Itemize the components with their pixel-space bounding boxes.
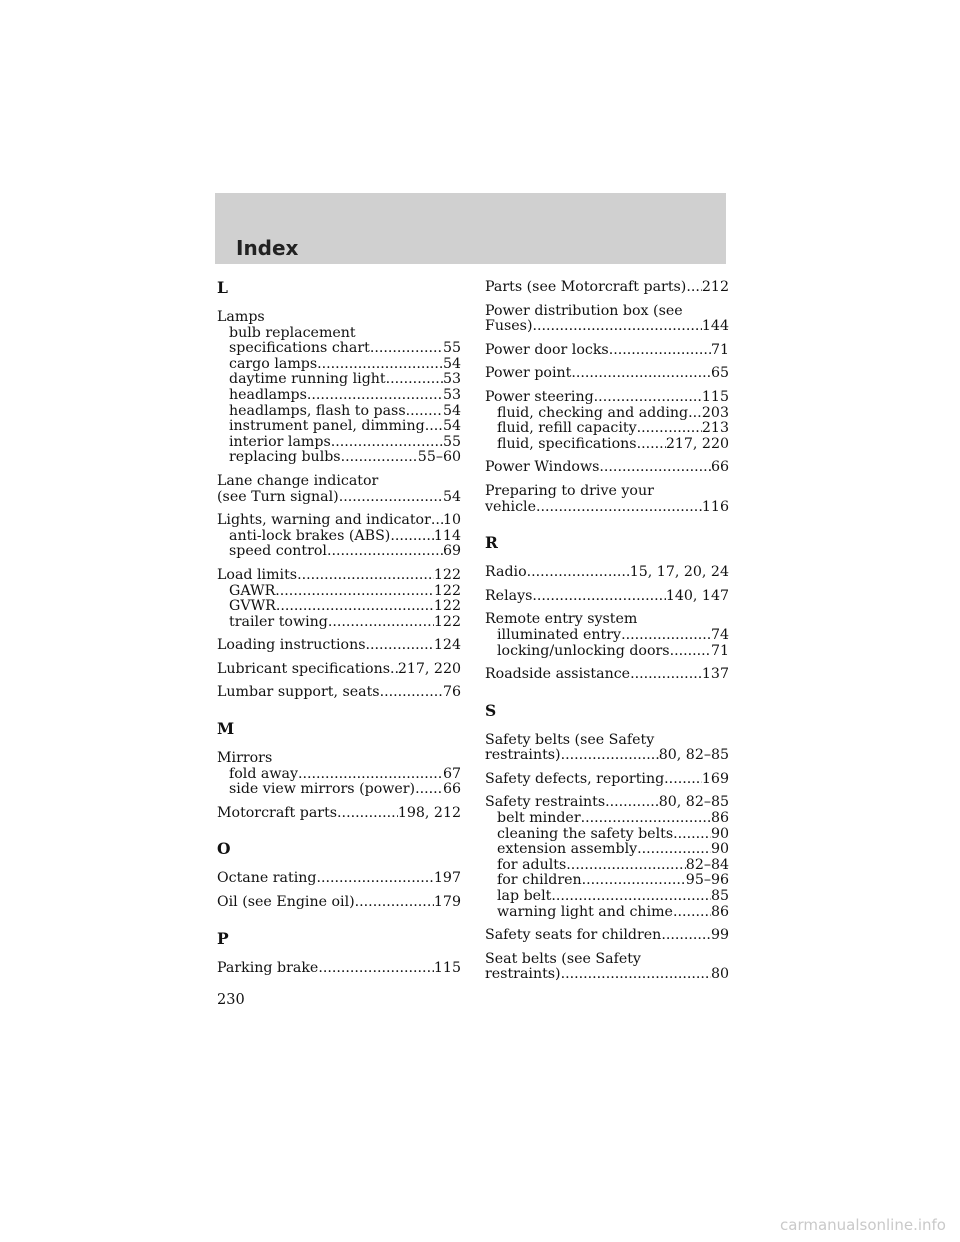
index-line [485,772,729,788]
dot-leader [275,584,434,600]
dot-leader [380,685,443,701]
page-ref: 95–96 [685,872,729,889]
dot-leader [551,889,711,905]
index-entry [217,513,461,560]
index-subentry [217,599,461,615]
entry-text: Loading instructions [217,637,366,654]
entry-text: vehicle [485,498,536,515]
index-subentry [217,404,461,420]
index-entry [217,685,461,701]
dot-leader [339,490,443,506]
page-ref: 66 [442,781,461,798]
index-line [485,484,729,500]
index-subentry [217,529,461,545]
page-ref: 90 [710,825,729,842]
watermark: carmanualsonline.info [780,1216,946,1234]
page-ref: 144 [701,318,729,335]
index-subentry [485,889,729,905]
index-letter-heading: R [485,533,498,553]
index-letter-heading: M [217,719,235,739]
index-subentry [217,326,461,342]
entry-text: Safety seats for children [485,927,662,944]
index-entry [485,952,729,983]
page-ref: 85 [710,888,729,905]
index-subentry [217,357,461,373]
entry-text: headlamps, flash to pass [229,402,406,419]
dot-leader [307,388,443,404]
page-title: Index [236,236,299,260]
entry-text: GVWR [229,598,276,615]
index-line [485,589,729,605]
entry-text: locking/unlocking doors [497,642,670,659]
index-entry [217,806,461,822]
entry-text: Safety defects, reporting [485,770,665,787]
index-line [485,733,729,749]
page-ref: 10 [442,512,461,529]
dot-leader [605,795,659,811]
entry-text: GAWR [229,582,276,599]
page-ref: 54 [442,418,461,435]
index-line [485,565,729,581]
entry-text: Lamps [217,309,265,325]
page-ref: 203 [701,404,729,421]
index-entry [217,474,461,505]
index-line [217,568,461,584]
entry-text: lap belt [497,888,552,905]
index-entry [217,961,461,977]
dot-leader [581,811,711,827]
dot-leader [566,858,686,874]
entry-text: for children [497,872,582,889]
entry-text: illuminated entry [497,626,622,643]
index-subentry [485,406,729,422]
index-entry [485,667,729,683]
page-ref: 82–84 [685,856,729,873]
dot-leader [317,357,443,373]
page-ref: 122 [433,566,461,583]
page-ref: 80, 82–85 [658,747,729,764]
index-entry [485,928,729,944]
entry-text: Parking brake [217,959,319,976]
entry-text: fold away [229,765,298,782]
page-ref: 53 [442,386,461,403]
index-subentry [217,419,461,435]
entry-text: fluid, checking and adding [497,404,689,421]
index-entry [485,390,729,452]
entry-text: Load limits [217,566,298,583]
entry-text: side view mirrors (power) [229,781,416,798]
index-entry [217,310,461,466]
dot-leader [637,421,702,437]
page-ref: 54 [442,355,461,372]
dot-leader [331,435,443,451]
index-subentry [485,421,729,437]
page-ref: 137 [701,666,729,683]
index-subentry [485,437,729,453]
dot-leader [328,615,434,631]
page-ref: 122 [433,598,461,615]
index-entry [485,565,729,581]
index-entry [485,795,729,920]
entry-text: Relays [485,587,533,604]
index-entry [485,304,729,335]
index-line [217,474,461,490]
entry-text: Radio [485,564,527,581]
index-line [217,662,461,678]
page-ref: 217, 220 [397,660,461,677]
entry-text: bulb replacement [229,324,356,341]
index-line [485,748,729,764]
page-ref: 86 [710,810,729,827]
index-line [217,513,461,529]
page-ref: 54 [442,402,461,419]
index-subentry [217,388,461,404]
dot-leader [366,638,434,654]
index-subentry [485,858,729,874]
dot-leader [621,628,711,644]
dot-leader [561,748,659,764]
dot-leader [390,662,398,678]
dot-leader [341,450,418,466]
page-ref: 115 [433,959,461,976]
index-subentry [217,782,461,798]
dot-leader [686,280,702,296]
entry-text: cleaning the safety belts [497,825,674,842]
index-entry [485,612,729,659]
entry-text: Oil (see Engine oil) [217,894,355,911]
entry-text: Fuses) [485,318,533,335]
entry-text: fluid, refill capacity [497,420,637,437]
index-entry [485,460,729,476]
entry-text: for adults [497,856,567,873]
entry-text: speed control [229,543,327,560]
index-subentry [217,435,461,451]
index-line [485,612,729,628]
entry-text: Lane change indicator [217,472,379,489]
entry-text: Power door locks [485,341,609,358]
entry-text: Power Windows [485,459,600,476]
index-line [217,895,461,911]
index-line [485,952,729,968]
entry-text: cargo lamps [229,355,318,372]
index-subentry [217,341,461,357]
dot-leader [670,644,711,660]
dot-leader [571,366,711,382]
entry-text: instrument panel, dimming [229,418,425,435]
dot-leader [276,599,434,615]
dot-leader [609,343,711,359]
index-entry [217,638,461,654]
page-number: 230 [217,992,245,1008]
index-line [485,366,729,382]
index-entry [217,662,461,678]
entry-text: trailer towing [229,613,328,630]
index-column-right [485,280,729,991]
page-ref: 179 [433,894,461,911]
page-ref: 66 [710,459,729,476]
page-ref: 53 [442,371,461,388]
entry-text: anti-lock brakes (ABS) [229,527,391,544]
dot-leader [594,390,702,406]
index-line [485,967,729,983]
dot-leader [431,513,443,529]
entry-text: Safety belts (see Safety [485,731,655,748]
index-subentry [217,615,461,631]
page-ref: 71 [710,341,729,358]
dot-leader [630,667,702,683]
page-ref: 15, 17, 20, 24 [629,564,729,581]
index-subentry [485,811,729,827]
entry-text: warning light and chime [497,903,673,920]
entry-text: daytime running light [229,371,386,388]
index-subentry [485,842,729,858]
entry-text: extension assembly [497,841,638,858]
index-line [217,310,461,326]
entry-text: Lumbar support, seats [217,684,380,701]
dot-leader [390,529,434,545]
index-entry [485,343,729,359]
entry-text: Safety restraints [485,794,606,811]
dot-leader [355,895,434,911]
entry-text: replacing bulbs [229,449,341,466]
index-subentry [217,372,461,388]
dot-leader [561,967,711,983]
dot-leader [673,905,711,921]
page-ref: 55 [442,340,461,357]
page-ref: 116 [701,498,729,515]
dot-leader [688,406,702,422]
index-line [485,390,729,406]
page-ref: 80, 82–85 [658,794,729,811]
dot-leader [532,319,701,335]
index-subentry [217,544,461,560]
entry-text: Motorcraft parts [217,804,338,821]
dot-leader [536,500,702,516]
index-subentry [217,767,461,783]
index-letter-heading: O [217,839,231,859]
index-letter-heading: P [217,928,229,948]
page-ref: 71 [710,642,729,659]
index-subentry [485,644,729,660]
index-line [485,667,729,683]
page-ref: 86 [710,903,729,920]
index-line [217,490,461,506]
entry-text: headlamps [229,386,307,403]
page-ref: 54 [442,488,461,505]
page-ref: 140, 147 [665,587,729,604]
dot-leader [297,568,434,584]
index-subentry [485,628,729,644]
index-subentry [485,827,729,843]
index-entry [217,871,461,887]
entry-text: restraints) [485,966,561,983]
entry-text: fluid, specifications [497,435,637,452]
index-entry [485,484,729,515]
index-line [217,961,461,977]
dot-leader [527,565,630,581]
page-ref: 76 [442,684,461,701]
page-ref: 74 [710,626,729,643]
dot-leader [327,544,443,560]
index-line [485,500,729,516]
entry-text: Power distribution box (see [485,302,683,319]
entry-text: Remote entry system [485,611,638,628]
dot-leader [318,961,434,977]
index-line [217,685,461,701]
index-line [217,638,461,654]
page-ref: 115 [701,388,729,405]
dot-leader [532,589,665,605]
page-ref: 55 [442,433,461,450]
index-entry [485,366,729,382]
index-line [485,343,729,359]
index-letter-heading: S [485,700,497,720]
index-line [217,806,461,822]
index-line [485,304,729,320]
page-ref: 124 [433,637,461,654]
entry-text: Mirrors [217,750,273,767]
entry-text: interior lamps [229,433,331,450]
dot-leader [599,460,711,476]
page-ref: 122 [433,613,461,630]
index-entry [485,772,729,788]
page-ref: 55–60 [417,449,461,466]
entry-text: Seat belts (see Safety [485,950,641,967]
dot-leader [386,372,443,388]
page-ref: 217, 220 [665,435,729,452]
index-line [217,751,461,767]
page-ref: 65 [710,365,729,382]
page-ref: 198, 212 [397,804,461,821]
page-ref: 197 [433,870,461,887]
entry-text: Lubricant specifications [217,660,391,677]
dot-leader [298,767,443,783]
index-line [485,280,729,296]
index-column-left [217,280,461,984]
entry-text: restraints) [485,747,561,764]
index-entry [217,751,461,798]
entry-text: Roadside assistance [485,666,631,683]
index-entry [217,568,461,630]
page-ref: 67 [442,765,461,782]
index-entry [485,733,729,764]
page-ref: 169 [701,770,729,787]
index-subentry [485,905,729,921]
page-ref: 213 [701,420,729,437]
dot-leader [673,827,711,843]
page-ref: 69 [442,543,461,560]
dot-leader [582,873,686,889]
entry-text: Parts (see Motorcraft parts) [485,279,687,295]
dot-leader [637,437,666,453]
index-line [485,319,729,335]
index-line [485,928,729,944]
dot-leader [370,341,443,357]
index-entry [485,280,729,296]
dot-leader [337,806,398,822]
dot-leader [425,419,443,435]
index-subentry [217,450,461,466]
entry-text: specifications chart [229,340,370,357]
page-ref: 122 [433,582,461,599]
entry-text: (see Turn signal) [217,488,339,505]
dot-leader [406,404,443,420]
entry-text: Preparing to drive your [485,482,654,499]
index-subentry [485,873,729,889]
entry-text: Power point [485,365,572,382]
page-ref: 212 [701,279,729,295]
index-entry [217,895,461,911]
page-ref: 114 [433,527,461,544]
dot-leader [415,782,443,798]
page-ref: 80 [710,966,729,983]
index-entry [485,589,729,605]
dot-leader [316,871,433,887]
index-subentry [217,584,461,600]
dot-leader [637,842,711,858]
index-line [485,460,729,476]
entry-text: belt minder [497,810,581,827]
entry-text: Lights, warning and indicator [217,512,431,529]
index-line [217,871,461,887]
index-line [485,795,729,811]
page-ref: 90 [710,841,729,858]
index-letter-heading: L [217,278,228,297]
page-ref: 99 [710,927,729,944]
dot-leader [661,928,711,944]
entry-text: Octane rating [217,870,317,887]
entry-text: Power steering [485,388,594,405]
dot-leader [664,772,702,788]
